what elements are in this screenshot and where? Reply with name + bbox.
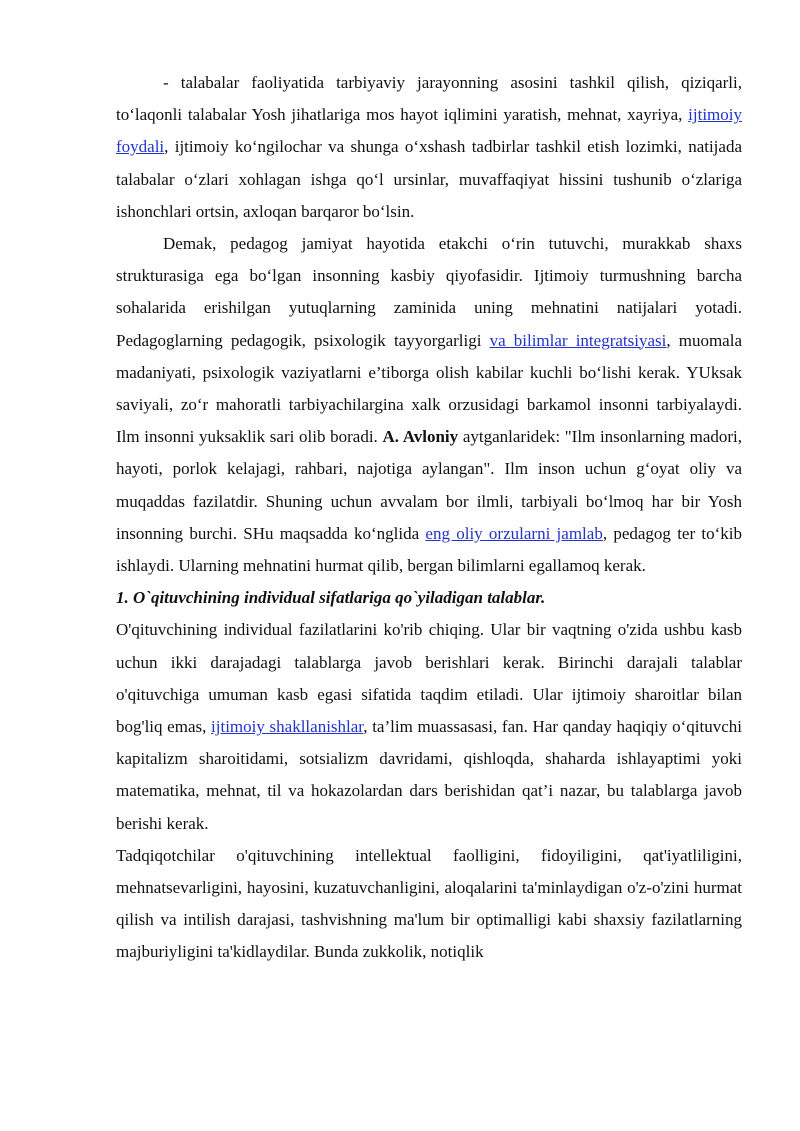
- link-bilimlar-integratsiyasi[interactable]: va bilimlar integratsiyasi: [489, 330, 667, 350]
- document-page: [116, 67, 742, 969]
- paragraph-4: Tadqiqotchilar o'qituvchining intellektual faolligini, fidoyiligini, qat'iyatliligini, mehnatsevarligini, hayosini, kuzatuvchanligini, aloqalarini ta'minlaydigan o'z-o'zini hurmat qilish va intilish darajasi, tashvishning ma'lum bir optimalligi kabi shaxsiy fazilatlarning majburiyligini ta'kidlaydilar. Bunda zukkolik, notiqlik: [116, 845, 742, 962]
- link-ijtimoiy-foydali[interactable]: ijtimoiy foydali: [116, 105, 742, 157]
- paragraph-3: O'qituvchining individual fazilatlarini ko'rib chiqing. Ular bir vaqtning o'zida ushbu kasb uchun ikki darajadagi talablarga javob berishlari kerak. Birinchi darajali talablar o'qituvchiga umuman kasb egasi sifatida taqdim etiladi. Ular ijtimoiy sharoitlar bilan bog'liq emas, ijtimoiy shakllanishlar, ta’lim muassasasi, fan. Har qanday haqiqiy o‘qituvchi kapitalizm sharoitidami, sotsializm davridami, qishloqda, shaharda ishlayaptimi yoki matematika, mehnat, til va hokazolardan dars berishidan qat’i nazar, bu talablarga javob berishi kerak.: [116, 620, 742, 833]
- paragraph-1: - talabalar faoliyatida tarbiyaviy jarayonning asosini tashkil qilish, qiziqarli, to‘laqonli talabalar Yosh jihatlariga mos hayot iqlimini yaratish, mehnat, xayriya, ijtimoiy foydali, ijtimoiy ko‘ngilochar va shunga o‘xshash tadbirlar tashkil etish lozimki, natijada talabalar o‘zlari xohlagan ishga qo‘l ursinlar, muvaffaqiyat hissini tushunib o‘zlariga ishonchlari ortsin, axloqan barqaror bo‘lsin.: [116, 73, 742, 221]
- link-orzularni-jamlab[interactable]: eng oliy orzularni jamlab: [425, 523, 603, 543]
- author-name: A. Avloniy: [382, 427, 459, 447]
- section-heading: 1. O`qituvchining individual sifatlariga qo`yiladigan talablar.: [116, 588, 546, 608]
- link-ijtimoiy-shakllanishlar[interactable]: ijtimoiy shakllanishlar: [211, 717, 364, 737]
- paragraph-2: Demak, pedagog jamiyat hayotida etakchi o‘rin tutuvchi, murakkab shaxs strukturasiga ega bo‘lgan insonning kasbiy qiyofasidir. Ijtimoiy turmushning barcha sohalarida erishilgan yutuqlarning zaminida uning mehnatini natijalari yotadi. Pedagoglarning pedagogik, psixologik tayyorgarligi va bilimlar integratsiyasi, muomala madaniyati, psixologik vaziyatlarni e’tiborga olish kabilar kuchli bo‘lishi kerak. YUksak saviyali, zo‘r mahoratli tarbiyachilargina xalk orzusidagi barkamol insonni tarbiyalaydi. Ilm insonni yuksaklik sari olib boradi. A. Avloniy aytganlaridek: "Ilm insonlarning madori, hayoti, porlok kelajagi, rahbari, najotiga aylangan". Ilm inson uchun g‘oyat oliy va muqaddas fazilatdir. Shuning uchun avvalam bor ilmli, tarbiyali bo‘lmoq har bir Yosh insonning burchi. SHu maqsadda ko‘nglida eng oliy orzularni jamlab, pedagog ter to‘kib ishlaydi. Ularning mehnatini hurmat qilib, bergan bilimlarni egallamoq kerak.: [116, 234, 743, 576]
